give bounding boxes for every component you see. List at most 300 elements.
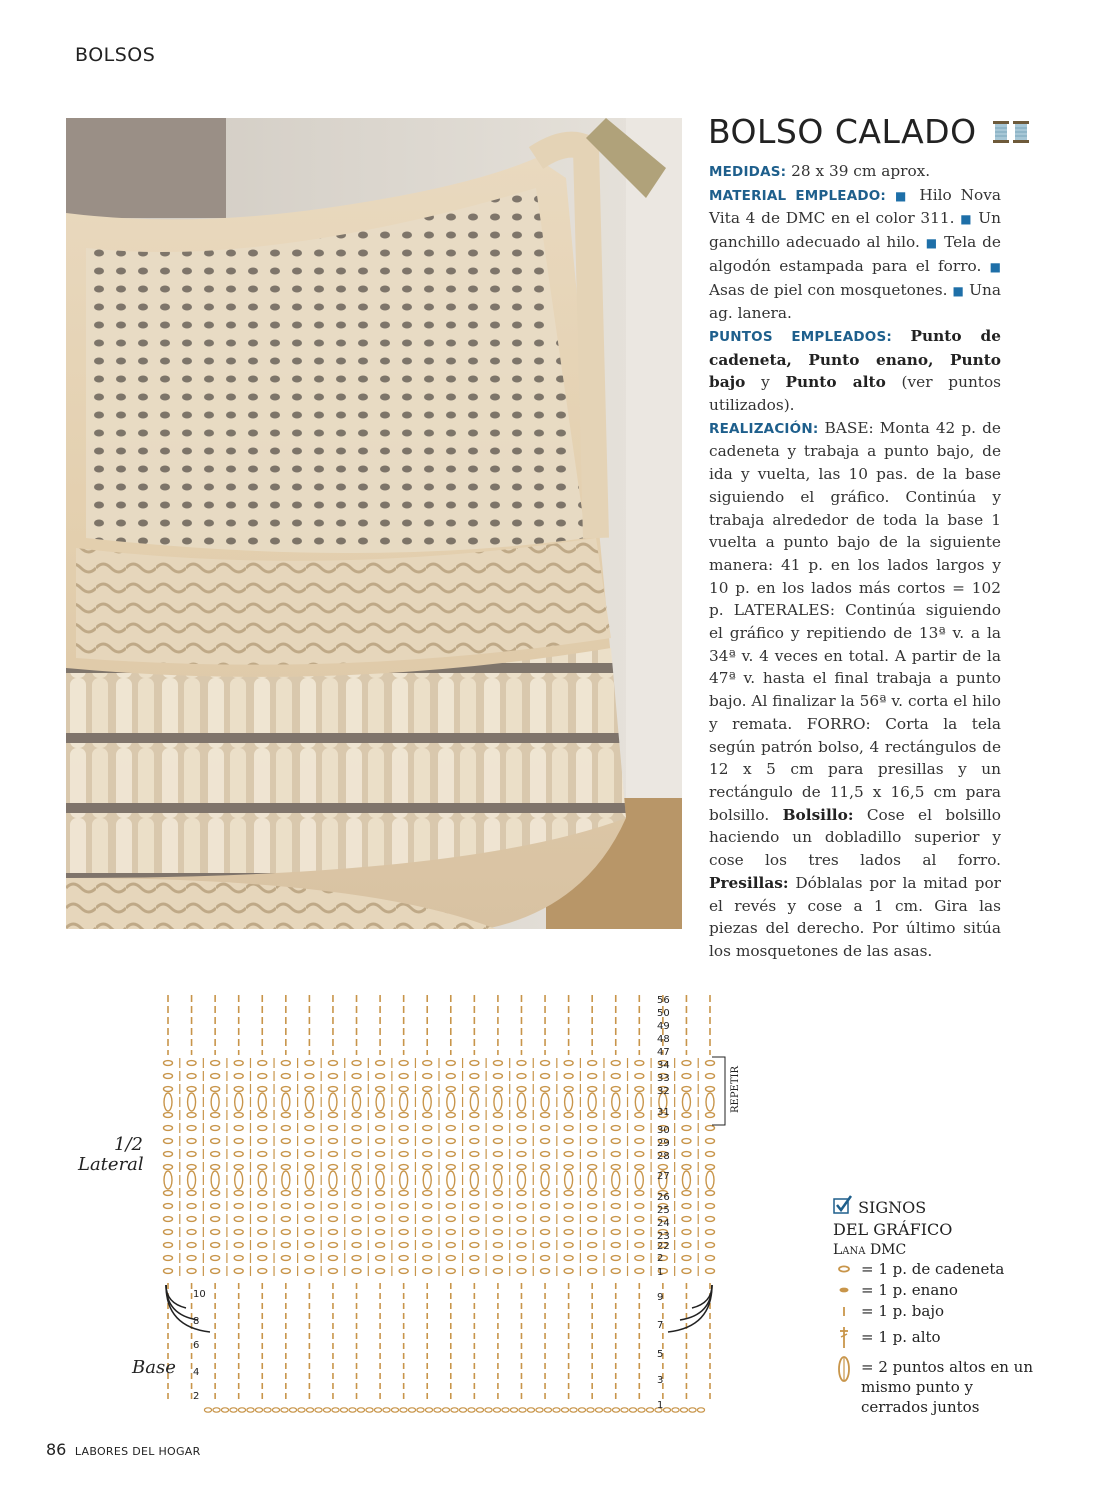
chain-mark xyxy=(376,1087,385,1092)
chain-mark xyxy=(611,1061,620,1066)
chain-mark xyxy=(476,1408,483,1412)
row-number: 32 xyxy=(657,1086,670,1097)
chain-mark xyxy=(493,1269,502,1274)
bag-photo xyxy=(66,118,682,929)
page-footer xyxy=(46,1440,201,1459)
chain-mark xyxy=(234,1074,243,1079)
cluster-mark xyxy=(188,1093,196,1111)
chain-mark xyxy=(682,1165,691,1170)
chain-mark xyxy=(305,1269,314,1274)
check-icon xyxy=(833,1195,853,1220)
chain-mark xyxy=(423,1269,432,1274)
row-number: 23 xyxy=(657,1231,670,1242)
chain-mark xyxy=(234,1269,243,1274)
cluster-stitch-icon xyxy=(835,1354,853,1384)
chain-mark xyxy=(423,1126,432,1131)
chain-mark xyxy=(706,1269,715,1274)
chain-mark xyxy=(289,1408,296,1412)
chain-mark xyxy=(541,1204,550,1209)
chain-mark xyxy=(258,1074,267,1079)
chain-mark xyxy=(564,1061,573,1066)
chain-mark xyxy=(305,1204,314,1209)
chain-mark xyxy=(446,1139,455,1144)
chain-mark xyxy=(258,1061,267,1066)
chain-mark xyxy=(281,1165,290,1170)
chain-mark xyxy=(357,1408,364,1412)
chain-mark xyxy=(211,1139,220,1144)
chain-mark xyxy=(706,1204,715,1209)
chain-mark xyxy=(682,1087,691,1092)
chain-mark xyxy=(234,1113,243,1118)
turn-arrow-icon xyxy=(668,1285,712,1332)
chain-mark xyxy=(588,1256,597,1261)
chain-mark xyxy=(446,1256,455,1261)
loops-label: Presillas: xyxy=(709,873,789,892)
chain-mark xyxy=(234,1230,243,1235)
chain-mark xyxy=(446,1191,455,1196)
bullet-icon: ■ xyxy=(960,212,973,227)
chain-mark xyxy=(470,1113,479,1118)
chain-mark xyxy=(328,1139,337,1144)
pocket-label: Bolsillo: xyxy=(782,805,854,824)
chain-mark xyxy=(588,1204,597,1209)
chain-mark xyxy=(258,1113,267,1118)
chain-mark xyxy=(305,1230,314,1235)
measures-label: MEDIDAS: xyxy=(709,164,787,180)
cluster-mark xyxy=(376,1171,384,1189)
chain-mark xyxy=(164,1256,173,1261)
magazine-name: LABORES DEL HOGAR xyxy=(74,1445,201,1458)
row-number: 29 xyxy=(657,1138,670,1149)
chain-mark xyxy=(635,1087,644,1092)
chain-mark xyxy=(611,1256,620,1261)
chain-mark xyxy=(211,1217,220,1222)
chain-mark xyxy=(234,1165,243,1170)
chain-mark xyxy=(706,1139,715,1144)
chain-mark xyxy=(211,1152,220,1157)
chain-mark xyxy=(517,1126,526,1131)
chain-mark xyxy=(510,1408,517,1412)
chain-mark xyxy=(588,1191,597,1196)
chain-mark xyxy=(423,1217,432,1222)
legend-item-text: = 2 puntos altos en un mismo punto y cerrados juntos xyxy=(861,1358,1033,1416)
chain-mark xyxy=(468,1408,475,1412)
chain-mark xyxy=(564,1204,573,1209)
material-item: Hilo Nova Vita 4 de DMC en el color 311. xyxy=(709,185,1001,228)
chain-mark xyxy=(682,1243,691,1248)
chain-mark xyxy=(332,1408,339,1412)
chain-mark xyxy=(446,1087,455,1092)
chain-mark xyxy=(638,1408,645,1412)
cluster-mark xyxy=(565,1093,573,1111)
chain-mark xyxy=(281,1269,290,1274)
chain-mark xyxy=(211,1191,220,1196)
chain-mark xyxy=(588,1165,597,1170)
chain-mark xyxy=(352,1126,361,1131)
cluster-mark xyxy=(305,1171,313,1189)
chain-mark xyxy=(423,1074,432,1079)
row-number: 24 xyxy=(657,1218,670,1229)
chain-mark xyxy=(211,1269,220,1274)
chain-mark xyxy=(588,1126,597,1131)
chain-mark xyxy=(281,1126,290,1131)
row-number: 25 xyxy=(657,1205,670,1216)
row-number: 7 xyxy=(657,1320,664,1331)
chain-mark xyxy=(682,1230,691,1235)
cluster-mark xyxy=(423,1093,431,1111)
chain-mark xyxy=(211,1165,220,1170)
chain-mark xyxy=(352,1256,361,1261)
chain-mark xyxy=(635,1113,644,1118)
cluster-mark xyxy=(164,1171,172,1189)
chain-mark xyxy=(328,1217,337,1222)
chain-mark xyxy=(544,1408,551,1412)
row-number: 9 xyxy=(657,1292,664,1303)
chain-mark xyxy=(588,1243,597,1248)
chain-mark xyxy=(517,1139,526,1144)
title-text: BOLSO CALADO xyxy=(708,112,977,151)
chain-mark xyxy=(399,1230,408,1235)
row-number: 30 xyxy=(657,1125,670,1136)
chain-mark xyxy=(570,1408,577,1412)
row-number: 49 xyxy=(657,1021,670,1032)
chain-mark xyxy=(541,1074,550,1079)
chain-mark xyxy=(328,1204,337,1209)
pattern-title xyxy=(708,112,1030,153)
chain-mark xyxy=(706,1126,715,1131)
chain-mark xyxy=(234,1256,243,1261)
chain-mark xyxy=(446,1204,455,1209)
chain-mark xyxy=(493,1217,502,1222)
cluster-mark xyxy=(305,1093,313,1111)
chain-mark xyxy=(187,1243,196,1248)
chain-mark xyxy=(470,1243,479,1248)
chain-mark xyxy=(305,1243,314,1248)
chain-mark xyxy=(635,1165,644,1170)
chain-mark xyxy=(442,1408,449,1412)
chain-mark xyxy=(376,1269,385,1274)
chain-mark xyxy=(204,1408,211,1412)
chain-mark xyxy=(399,1243,408,1248)
chain-mark xyxy=(588,1269,597,1274)
chain-mark xyxy=(164,1152,173,1157)
chain-mark xyxy=(541,1217,550,1222)
chain-mark xyxy=(682,1139,691,1144)
cluster-mark xyxy=(282,1171,290,1189)
cluster-mark xyxy=(517,1093,525,1111)
chain-mark xyxy=(234,1126,243,1131)
chain-mark xyxy=(423,1139,432,1144)
chain-mark xyxy=(611,1230,620,1235)
chain-mark xyxy=(423,1256,432,1261)
chain-mark xyxy=(446,1269,455,1274)
chain-mark xyxy=(564,1139,573,1144)
crochet-chart xyxy=(70,985,770,1435)
chain-mark xyxy=(470,1074,479,1079)
chain-mark xyxy=(376,1074,385,1079)
chain-mark xyxy=(446,1113,455,1118)
legend-item-text: = 1 p. bajo xyxy=(861,1302,945,1320)
cluster-mark xyxy=(706,1171,714,1189)
chain-mark xyxy=(470,1087,479,1092)
chart-svg xyxy=(70,985,770,1435)
chain-mark xyxy=(376,1126,385,1131)
cluster-mark xyxy=(447,1093,455,1111)
chain-mark xyxy=(352,1139,361,1144)
chain-mark xyxy=(446,1217,455,1222)
chain-mark xyxy=(517,1243,526,1248)
label-base: Base xyxy=(132,1357,176,1378)
legend-item-text: = 1 p. enano xyxy=(861,1281,958,1299)
row-number: 4 xyxy=(193,1367,200,1378)
chain-mark xyxy=(706,1256,715,1261)
chain-mark xyxy=(706,1230,715,1235)
chain-mark xyxy=(517,1087,526,1092)
row-number: 1 xyxy=(657,1267,664,1278)
chain-mark xyxy=(470,1256,479,1261)
chain-mark xyxy=(470,1126,479,1131)
chain-mark xyxy=(352,1165,361,1170)
chain-mark xyxy=(423,1204,432,1209)
chain-mark xyxy=(234,1087,243,1092)
chain-mark xyxy=(564,1256,573,1261)
chain-mark xyxy=(305,1126,314,1131)
chain-mark xyxy=(611,1087,620,1092)
chain-mark xyxy=(258,1139,267,1144)
chain-mark xyxy=(517,1204,526,1209)
chain-mark xyxy=(340,1408,347,1412)
chain-mark xyxy=(564,1230,573,1235)
chain-mark xyxy=(541,1269,550,1274)
chain-mark xyxy=(298,1408,305,1412)
chain-mark xyxy=(629,1408,636,1412)
chain-mark xyxy=(221,1408,228,1412)
legend-item xyxy=(833,1301,1033,1321)
chain-mark xyxy=(706,1113,715,1118)
chain-mark xyxy=(234,1061,243,1066)
chain-mark xyxy=(399,1204,408,1209)
chain-mark xyxy=(352,1152,361,1157)
chain-mark xyxy=(328,1087,337,1092)
chain-mark xyxy=(391,1408,398,1412)
cluster-mark xyxy=(612,1171,620,1189)
cluster-mark xyxy=(282,1093,290,1111)
chain-mark xyxy=(564,1191,573,1196)
chain-mark xyxy=(376,1217,385,1222)
cluster-mark xyxy=(588,1171,596,1189)
cluster-mark xyxy=(258,1093,266,1111)
row-number: 6 xyxy=(193,1340,200,1351)
stitches-tail: (ver puntos utilizados). xyxy=(709,373,1002,415)
instructions-paragraph xyxy=(709,417,1001,963)
chain-mark xyxy=(281,1087,290,1092)
chain-mark xyxy=(211,1230,220,1235)
row-number: 47 xyxy=(657,1047,670,1058)
chain-mark xyxy=(306,1408,313,1412)
chain-mark xyxy=(376,1113,385,1118)
turn-arrow-icon xyxy=(680,1285,712,1320)
instructions-label: REALIZACIÓN: xyxy=(709,420,819,437)
cluster-mark xyxy=(211,1093,219,1111)
row-number: 2 xyxy=(657,1253,664,1264)
row-number: 22 xyxy=(657,1241,670,1252)
single-crochet-icon xyxy=(835,1301,853,1321)
row-number: 27 xyxy=(657,1171,670,1182)
chain-mark xyxy=(611,1269,620,1274)
chain-mark xyxy=(164,1113,173,1118)
chain-mark xyxy=(470,1204,479,1209)
chain-mark xyxy=(399,1191,408,1196)
chain-mark xyxy=(417,1408,424,1412)
chain-mark xyxy=(680,1408,687,1412)
row-number: 56 xyxy=(657,995,670,1006)
chain-mark xyxy=(689,1408,696,1412)
chain-mark xyxy=(595,1408,602,1412)
chain-mark xyxy=(187,1139,196,1144)
chain-mark xyxy=(164,1243,173,1248)
chain-mark xyxy=(604,1408,611,1412)
legend-subtitle: Lana DMC xyxy=(833,1242,907,1258)
legend-item xyxy=(833,1357,1033,1417)
cluster-mark xyxy=(353,1171,361,1189)
chain-mark xyxy=(517,1165,526,1170)
chain-mark xyxy=(587,1408,594,1412)
cluster-mark xyxy=(400,1171,408,1189)
row-number: 33 xyxy=(657,1073,670,1084)
legend-title xyxy=(833,1195,1033,1240)
chain-mark xyxy=(376,1061,385,1066)
legend-title-line1: SIGNOS xyxy=(858,1198,927,1217)
chain-mark xyxy=(305,1113,314,1118)
chain-mark xyxy=(376,1256,385,1261)
chain-mark xyxy=(305,1256,314,1261)
chain-mark xyxy=(446,1230,455,1235)
chain-mark xyxy=(564,1074,573,1079)
chain-mark xyxy=(211,1204,220,1209)
chain-mark xyxy=(493,1139,502,1144)
cluster-mark xyxy=(329,1093,337,1111)
chain-mark xyxy=(564,1269,573,1274)
chain-mark xyxy=(446,1152,455,1157)
legend-item xyxy=(833,1327,1033,1347)
chain-mark xyxy=(211,1243,220,1248)
chain-mark xyxy=(352,1191,361,1196)
measures-paragraph xyxy=(709,160,1001,184)
chain-mark xyxy=(234,1139,243,1144)
chain-mark xyxy=(611,1139,620,1144)
chain-mark xyxy=(281,1061,290,1066)
chain-mark xyxy=(564,1126,573,1131)
chain-mark xyxy=(682,1061,691,1066)
chain-mark xyxy=(588,1217,597,1222)
chain-mark xyxy=(588,1152,597,1157)
chain-mark xyxy=(376,1152,385,1157)
chain-mark xyxy=(470,1191,479,1196)
material-item: Una ag. lanera. xyxy=(709,280,1001,323)
cluster-mark xyxy=(376,1093,384,1111)
chain-mark xyxy=(697,1408,704,1412)
chain-mark xyxy=(234,1191,243,1196)
bullet-icon: ■ xyxy=(894,188,911,203)
chain-mark xyxy=(187,1256,196,1261)
chain-mark xyxy=(493,1230,502,1235)
cluster-mark xyxy=(494,1093,502,1111)
chain-mark xyxy=(187,1230,196,1235)
cluster-mark xyxy=(565,1171,573,1189)
chain-mark xyxy=(328,1061,337,1066)
chain-mark xyxy=(423,1191,432,1196)
chain-mark xyxy=(635,1217,644,1222)
chain-mark xyxy=(611,1204,620,1209)
cluster-mark xyxy=(541,1171,549,1189)
chain-mark xyxy=(446,1165,455,1170)
chain-mark xyxy=(588,1230,597,1235)
row-number: 28 xyxy=(657,1151,670,1162)
chain-mark xyxy=(408,1408,415,1412)
chain-mark xyxy=(446,1074,455,1079)
chain-mark xyxy=(706,1165,715,1170)
row-number: 1 xyxy=(657,1400,664,1411)
double-crochet-icon xyxy=(835,1325,853,1349)
chain-mark xyxy=(541,1113,550,1118)
stitches-label: PUNTOS EMPLEADOS: xyxy=(709,328,892,345)
chain-mark xyxy=(541,1243,550,1248)
chain-mark xyxy=(281,1139,290,1144)
chain-mark xyxy=(588,1139,597,1144)
chain-mark xyxy=(423,1165,432,1170)
chain-mark xyxy=(706,1217,715,1222)
chain-mark xyxy=(230,1408,237,1412)
chain-mark xyxy=(376,1230,385,1235)
chain-mark xyxy=(211,1074,220,1079)
cluster-mark xyxy=(329,1171,337,1189)
material-label: MATERIAL EMPLEADO: xyxy=(709,187,887,204)
chain-mark xyxy=(682,1191,691,1196)
chain-mark xyxy=(470,1269,479,1274)
chain-mark xyxy=(305,1152,314,1157)
chain-mark xyxy=(281,1243,290,1248)
chain-mark xyxy=(399,1113,408,1118)
chain-mark xyxy=(281,1152,290,1157)
chain-mark xyxy=(682,1074,691,1079)
cluster-mark xyxy=(612,1093,620,1111)
chain-mark xyxy=(423,1087,432,1092)
material-item: Tela de algodón estampada para el forro. xyxy=(709,233,1001,275)
chain-mark xyxy=(527,1408,534,1412)
chain-mark xyxy=(658,1165,667,1170)
chain-mark xyxy=(682,1256,691,1261)
chain-mark xyxy=(541,1126,550,1131)
chain-mark xyxy=(564,1152,573,1157)
chain-mark xyxy=(517,1191,526,1196)
chain-mark xyxy=(611,1243,620,1248)
chain-mark xyxy=(352,1204,361,1209)
chain-mark xyxy=(635,1139,644,1144)
chain-mark xyxy=(164,1061,173,1066)
chain-mark xyxy=(635,1126,644,1131)
chain-mark xyxy=(517,1269,526,1274)
chain-mark xyxy=(588,1074,597,1079)
chain-mark xyxy=(621,1408,628,1412)
cluster-mark xyxy=(353,1093,361,1111)
cluster-mark xyxy=(682,1093,690,1111)
label-lateral: Lateral xyxy=(78,1154,144,1175)
chain-mark xyxy=(187,1126,196,1131)
chain-mark xyxy=(459,1408,466,1412)
chain-mark xyxy=(258,1243,267,1248)
chain-mark xyxy=(541,1256,550,1261)
chain-mark xyxy=(399,1152,408,1157)
